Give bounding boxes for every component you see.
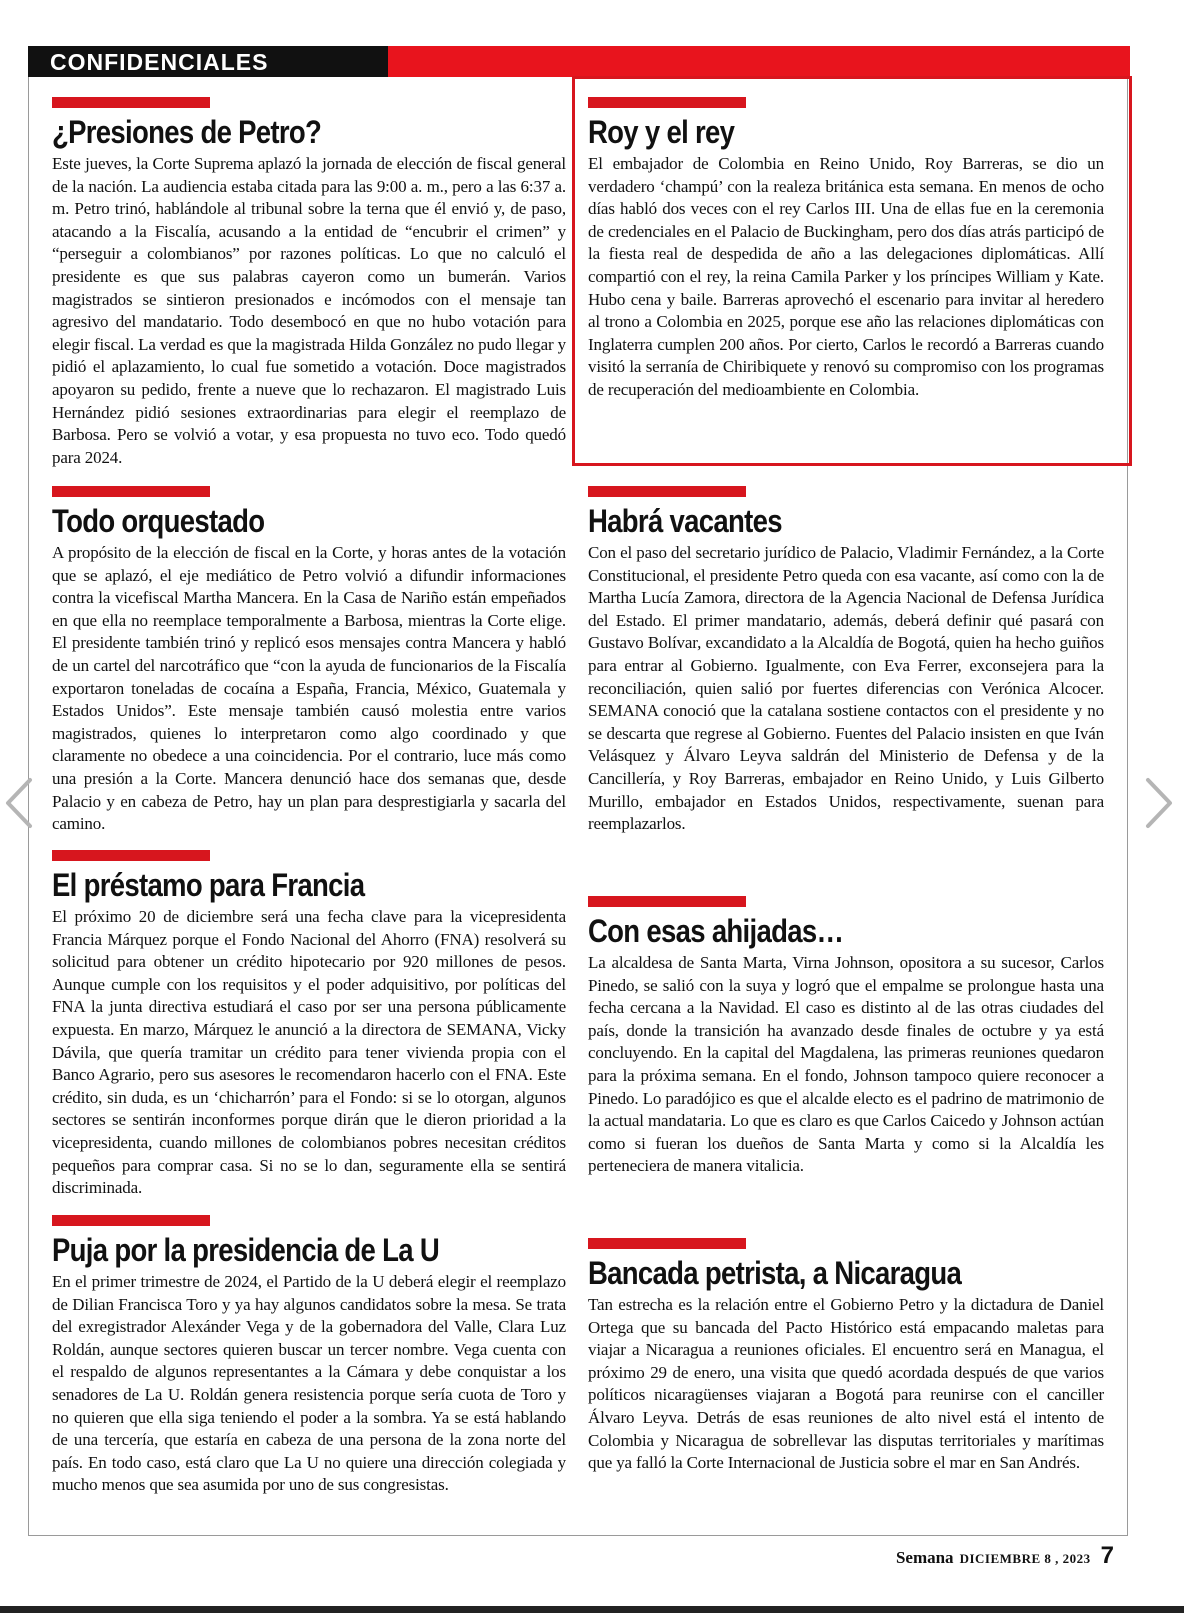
- page-number: 7: [1100, 1542, 1114, 1569]
- article-con-esas-ahijadas: [588, 896, 1104, 1178]
- article-rule: [52, 97, 210, 108]
- magazine-name: Semana: [895, 1548, 954, 1567]
- article-body: Este jueves, la Corte Suprema aplazó la jornada de elección de fiscal general de la nación. La audiencia estaba citada para las 9:00 a. m., pero a las 6:37 a. m. Petro trinó, hablándole al tribunal sobre la terna que él envió y, de paso, atacando a la Fiscalía, acusando a la entidad de “encubrir el crimen” y “perseguir a colombianos” por razones políticas. Lo que no calculó el presidente es que sus palabras cayeron como un bumerán. Varios magistrados se sintieron presionados e incómodos con el mensaje tan agresivo del mandatario. Todo desembocó en que no hubo votación para elegir fiscal. La verdad es que la magistrada Hilda González no pudo llegar y pidió el aplazamiento, lo cual fue sometido a votación. Doce magistrados apoyaron su pedido, frente a nueve que lo rechazaron. El magistrado Luis Hernández pidió sesiones extraordinarias para elegir el reemplazo de Barbosa. Pero se volvió a votar, y esa propuesta no tuvo eco. Todo quedó para 2024.: [52, 154, 566, 467]
- article-body: En el primer trimestre de 2024, el Partido de la U deberá elegir el reemplazo de Dilian Francisca Toro y ya hay algunos candidatos sobre la mesa. Se trata del exregistrador Alexánder Vega y de la gobernadora del Valle, Clara Luz Roldán, aunque sectores quieren buscar un tercer nombre. Vega cuenta con el respaldo de algunos representantes a la Cámara y debe conquistar a los senadores de La U. Roldán genera resistencia porque sería cuota de Toro y no quieren que ella siga teniendo el poder a la sombra. Ya se está hablando de una tercería, que estaría en cabeza de una persona de la zona norte del país. En todo caso, está claro que La U no quiere una dirección colegiada y mucho menos que sea asumida por uno de sus congresistas.: [52, 1272, 566, 1495]
- article-title: Con esas ahijadas…: [588, 913, 844, 949]
- page-footer: [896, 1542, 1114, 1570]
- article-title: Bancada petrista, a Nicaragua: [588, 1255, 962, 1291]
- article-prestamo-para-francia: [52, 850, 566, 1200]
- section-accent-bar: [388, 46, 1130, 77]
- section-header: [28, 46, 1130, 77]
- section-title: CONFIDENCIALES: [50, 49, 269, 75]
- article-body: La alcaldesa de Santa Marta, Virna Johnson, opositora a su sucesor, Carlos Pinedo, se salió con la suya y logró que el empalme se prolongue hasta una fecha cercana a la Navidad. El caso es distinto al de las otras ciudades del país, donde la transición ha avanzado desde finales de octubre y ya está concluyendo. En la capital del Magdalena, las primeras reuniones quedaron para la próxima semana. En el fondo, Johnson tampoco quiere reconocer a Pinedo. Lo paradójico es que el alcalde electo es el padrino de matrimonio de la actual mandataria. Lo que es claro es que Carlos Caicedo y Johnson actúan como si fueran los dueños de Santa Marta y como si la Alcaldía les perteneciera de manera vitalicia.: [588, 953, 1104, 1176]
- bottom-bar: [0, 1606, 1184, 1613]
- article-roy-y-el-rey: [588, 97, 1104, 402]
- article-bancada-petrista: [588, 1238, 1104, 1475]
- article-body: El embajador de Colombia en Reino Unido, Roy Barreras, se dio un verdadero ‘champú’ con la realeza británica esta semana. En menos de ocho días habló dos veces con el rey Carlos III. Una de ellas fue en la ceremonia de credenciales en el Palacio de Buckingham, pero dos días atrás participó de la fiesta real de despedida de año a las delegaciones diplomáticas. Allí compartió con el rey, la reina Camila Parker y los príncipes William y Kate. Hubo cena y baile. Barreras aprovechó el escenario para invitar al heredero al trono a Colombia en 2025, porque ese año las relaciones diplomáticas con Inglaterra cumplen 200 años. Por cierto, Carlos le recordó a Barreras cuando visitó la serranía de Chiribiquete y renovó su compromiso con los programas de recuperación del medioambiente en Colombia.: [588, 154, 1104, 399]
- article-body: El próximo 20 de diciembre será una fecha clave para la vicepresidenta Francia Márquez porque el Fondo Nacional del Ahorro (FNA) resolverá su solicitud para obtener un crédito hipotecario por 920 millones de pesos. Aunque cumple con los requisitos y el poder adquisitivo, por políticas del FNA la junta directiva estudiará el caso por ser una persona públicamente expuesta. En marzo, Márquez le anunció a la directora de SEMANA, Vicky Dávila, que quería tramitar un crédito para tener vivienda propia con el Banco Agrario, pero sus asesores le recomendaron hacerlo con el FNA. Este crédito, sin duda, es un ‘chicharrón’ para el Fondo: si se lo otorgan, algunos sectores se sentirán inconformes porque dirán que le dieron prioridad a la vicepresidenta, cuando millones de colombianos pobres necesitan créditos pequeños para comprar casa. Si no se lo dan, seguramente ella se sentirá discriminada.: [52, 907, 566, 1198]
- article-title: Todo orquestado: [52, 503, 265, 539]
- article-body: Tan estrecha es la relación entre el Gobierno Petro y la dictadura de Daniel Ortega que su bancada del Pacto Histórico está empacando maletas para viajar a Nicaragua a reuniones oficiales. El encuentro será en Managua, el próximo 29 de enero, una visita que quedó acordada después de que varios políticos nicaragüenses viajaran a Bogotá para reunirse con el canciller Álvaro Leyva. Detrás de esas reuniones de alto nivel está el intento de Colombia y Nicaragua de sobrellevar las disputas territoriales y marítimas que ya falló la Corte Internacional de Justicia sobre el mar en San Andrés.: [588, 1295, 1104, 1473]
- article-title: Roy y el rey: [588, 114, 735, 150]
- article-rule: [588, 1238, 746, 1249]
- article-todo-orquestado: [52, 486, 566, 836]
- article-rule: [52, 850, 210, 861]
- chevron-right-icon: [1142, 776, 1176, 830]
- article-title: El préstamo para Francia: [52, 867, 365, 903]
- article-rule: [588, 896, 746, 907]
- section-title-block: [28, 46, 388, 77]
- article-body: A propósito de la elección de fiscal en la Corte, y horas antes de la votación que se aplazó, el eje mediático de Petro volvió a difundir informaciones contra la vicefiscal Martha Mancera. En la Casa de Nariño están empeñados en que ella no reemplace temporalmente a Barbosa, mientras la Corte elige. El presidente también trinó y replicó esos mensajes contra Mancera y habló de un cartel del narcotráfico que “con la ayuda de funcionarios de la Fiscalía exportaron toneladas de cocaína a España, Francia, México, Guatemala y Estados Unidos”. Este mensaje también causó molestia entre varios magistrados, quienes lo interpretaron como algo coordinado y que claramente no obedece a una coincidencia. Por el contrario, luce más como una presión a la Corte. Mancera denunció hace dos semanas que, desde Palacio y en cabeza de Petro, hay un plan para desprestigiarla y sacarla del camino.: [52, 543, 566, 834]
- article-title: ¿Presiones de Petro?: [52, 114, 322, 150]
- next-page-button[interactable]: [1142, 776, 1176, 830]
- article-body: Con el paso del secretario jurídico de Palacio, Vladimir Fernández, a la Corte Constitucional, el presidente Petro queda con esa vacante, así como con la de Martha Lucía Zamora, directora de la Agencia Nacional de Defensa Jurídica del Estado. El primer mandatario, además, deberá definir qué pasará con Gustavo Bolívar, excandidato a la Alcaldía de Bogotá, quien ha hecho guiños para entrar al Gobierno. Igualmente, con Eva Ferrer, exconsejera para la reconciliación, quien salió por fuertes diferencias con Verónica Alcocer. SEMANA conoció que la catalana sostiene contactos con el presidente y no se descarta que regrese al Gobierno. Fuentes del Palacio insisten en que Iván Velásquez y Álvaro Leyva saldrán del Ministerio de Defensa y de la Cancillería, y Roy Barreras, embajador en Reino Unido, y Luis Gilberto Murillo, embajador en Estados Unidos, respectivamente, suenan para reemplazarlos.: [588, 543, 1104, 834]
- article-puja-presidencia-la-u: [52, 1215, 566, 1497]
- issue-date: DICIEMBRE 8 , 2023: [959, 1551, 1091, 1566]
- article-rule: [588, 486, 746, 497]
- article-presiones-de-petro: [52, 97, 566, 469]
- article-title: Puja por la presidencia de La U: [52, 1232, 440, 1268]
- article-rule: [52, 486, 210, 497]
- article-habra-vacantes: [588, 486, 1104, 836]
- article-title: Habrá vacantes: [588, 503, 782, 539]
- article-rule: [52, 1215, 210, 1226]
- article-rule: [588, 97, 746, 108]
- previous-page-button[interactable]: [2, 776, 36, 830]
- chevron-left-icon: [2, 776, 36, 830]
